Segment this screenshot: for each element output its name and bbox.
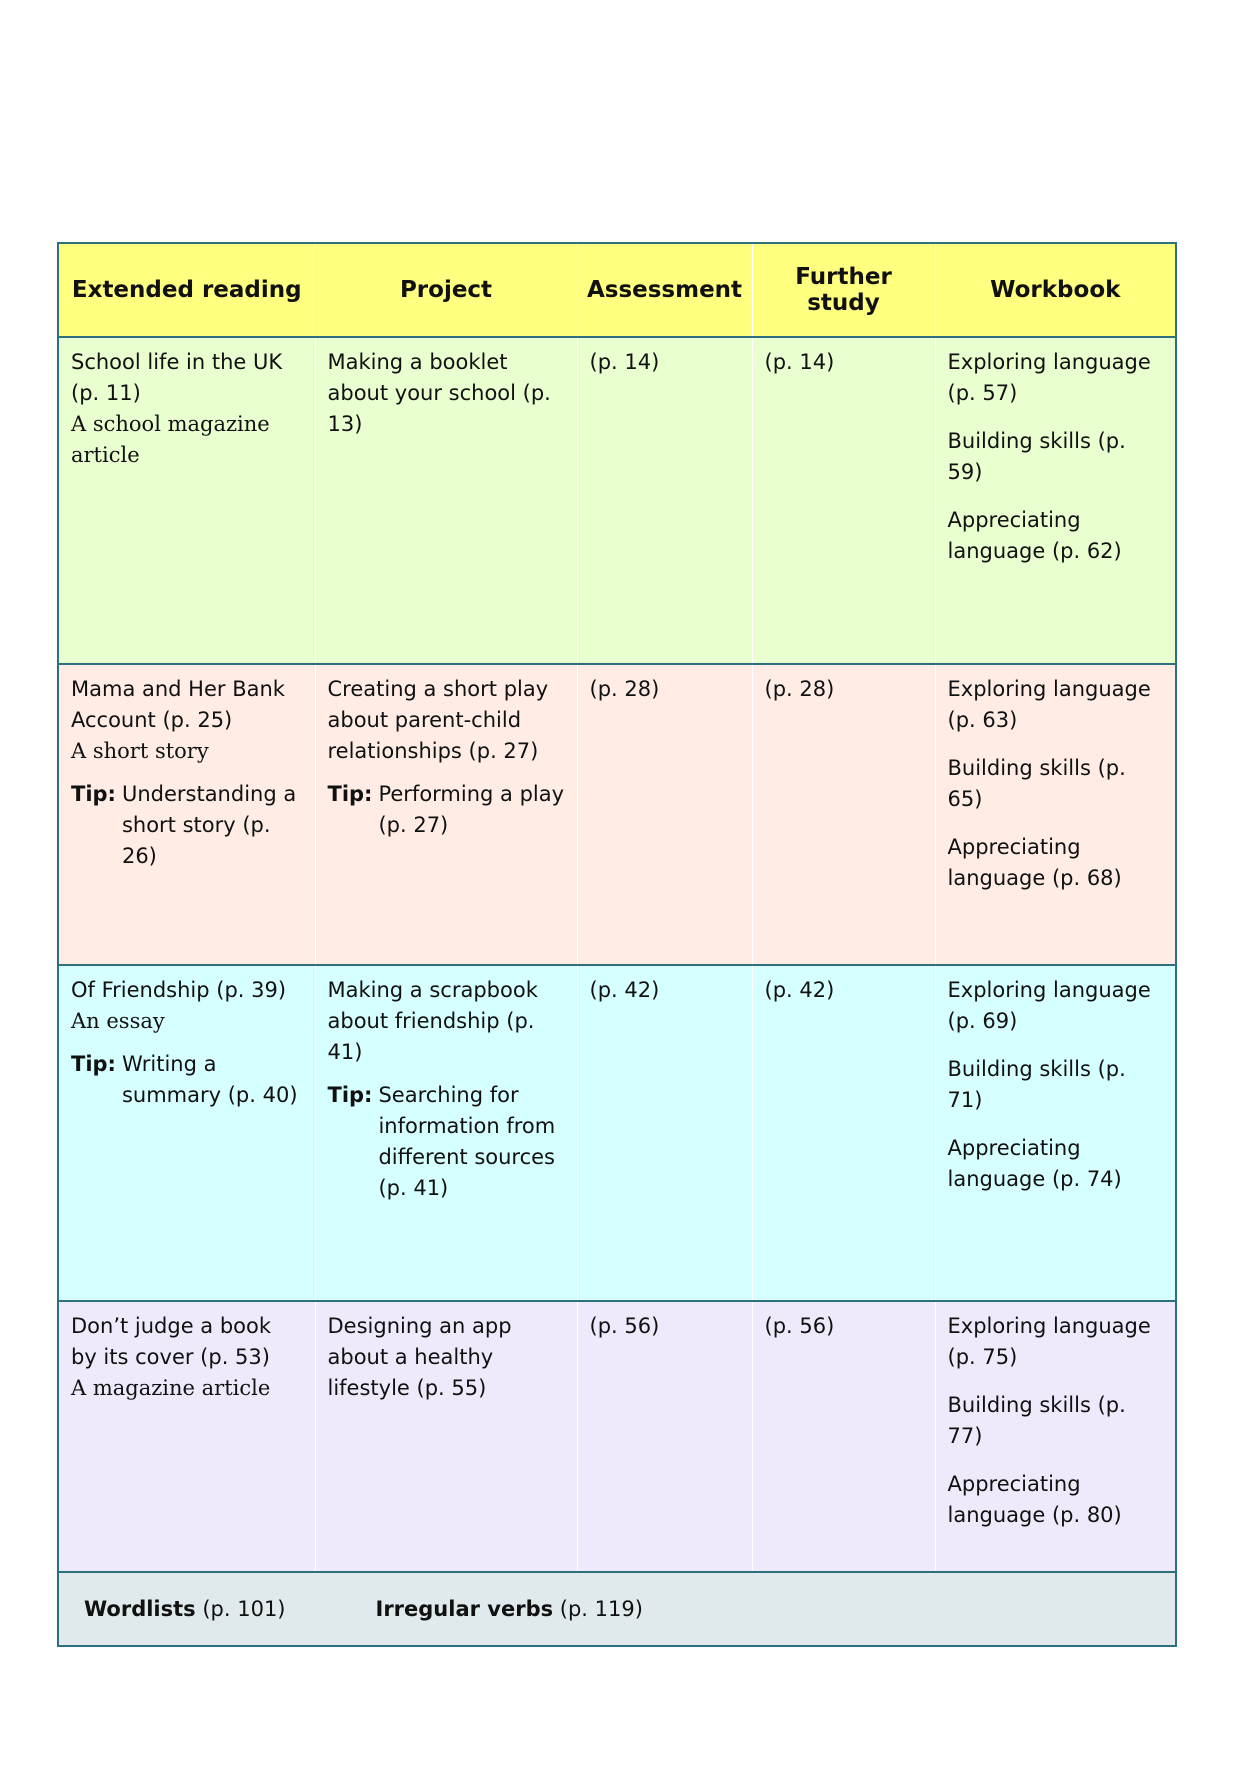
contents-grid [59,244,1175,1573]
project-title: Making a booklet about your school (p. 13) [327,350,551,436]
reading-title: School life in the UK (p. 11) [71,350,283,405]
tip-text: Understanding a short story (p. 26) [121,782,297,868]
further-study-cell: (p. 56) [752,1301,935,1572]
project-title: Designing an app about a healthy lifestyle (p. 55) [327,1314,512,1400]
further-study-cell: (p. 14) [752,337,935,664]
workbook-item: Building skills (p. 71) [947,1057,1126,1112]
header-further-study: Further study [752,244,935,337]
reading-title: Of Friendship (p. 39) [71,978,287,1002]
workbook-item: Appreciating language (p. 74) [947,1136,1122,1191]
extended-reading-cell [59,965,315,1301]
workbook-item: Appreciating language (p. 80) [947,1472,1122,1527]
workbook-cell [935,1301,1175,1572]
extended-reading-cell [59,337,315,664]
further-study-cell: (p. 42) [752,965,935,1301]
header-row [59,244,1175,337]
tip-text: Searching for information from different sources (p. 41) [378,1083,556,1200]
workbook-item: Exploring language (p. 69) [947,978,1151,1033]
assessment-cell: (p. 56) [577,1301,752,1572]
project-cell [315,664,577,965]
project-cell [315,337,577,664]
irregular-verbs-label: Irregular verbs [375,1597,554,1621]
footer-row [59,1573,1175,1645]
tip-label: Tip: [327,1083,373,1107]
header-extended-reading: Extended reading [59,244,315,337]
project-title: Making a scrapbook about friendship (p. 41) [327,978,538,1064]
extended-reading-cell [59,1301,315,1572]
tip-label: Tip: [71,782,116,806]
workbook-cell [935,965,1175,1301]
table-row [59,965,1175,1301]
assessment-cell: (p. 42) [577,965,752,1301]
reading-tip [71,779,303,872]
assessment-cell: (p. 28) [577,664,752,965]
tip-text: Writing a summary (p. 40) [121,1052,298,1107]
assessment-cell: (p. 14) [577,337,752,664]
table-row [59,1301,1175,1572]
workbook-item: Exploring language (p. 63) [947,677,1151,732]
project-cell [315,965,577,1301]
project-tip [328,1080,565,1204]
workbook-item: Building skills (p. 65) [947,756,1126,811]
wordlists-label: Wordlists [84,1597,196,1621]
workbook-item: Building skills (p. 77) [947,1393,1126,1448]
reading-genre: A short story [71,739,209,763]
reading-title: Mama and Her Bank Account (p. 25) [71,677,285,732]
reading-genre: An essay [71,1009,165,1033]
header-project: Project [315,244,577,337]
tip-label: Tip: [327,782,373,806]
irregular-verbs-entry [376,1597,643,1621]
wordlists-page: (p. 101) [195,1597,286,1621]
table-row [59,664,1175,965]
reading-genre: A school magazine article [71,412,270,467]
workbook-item: Exploring language (p. 75) [947,1314,1151,1369]
reading-tip [71,1049,303,1111]
reading-genre: A magazine article [71,1376,271,1400]
workbook-item: Appreciating language (p. 68) [947,835,1122,890]
tip-text: Performing a play (p. 27) [378,782,565,837]
extended-reading-cell [59,664,315,965]
workbook-cell [935,664,1175,965]
project-cell [315,1301,577,1572]
further-study-cell: (p. 28) [752,664,935,965]
header-workbook: Workbook [935,244,1175,337]
irregular-verbs-page: (p. 119) [553,1597,643,1621]
workbook-item: Building skills (p. 59) [947,429,1126,484]
workbook-item: Exploring language (p. 57) [947,350,1151,405]
reading-title: Don’t judge a book by its cover (p. 53) [71,1314,272,1369]
workbook-item: Appreciating language (p. 62) [947,508,1122,563]
header-assessment: Assessment [577,244,752,337]
tip-label: Tip: [71,1052,116,1076]
table-row [59,337,1175,664]
project-tip [328,779,565,841]
project-title: Creating a short play about parent-child relationships (p. 27) [327,677,549,763]
workbook-cell [935,337,1175,664]
wordlists-entry [84,1597,286,1621]
contents-table [57,242,1177,1647]
